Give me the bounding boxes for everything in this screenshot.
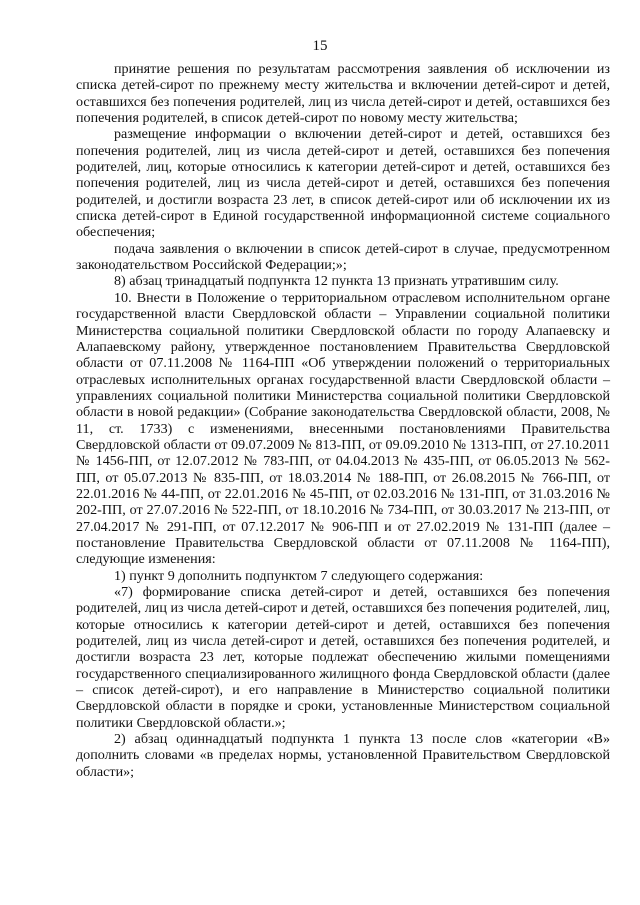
- paragraph-subitem-7: «7) формирование списка детей-сирот и детей, оставшихся без попечения родителей, лиц из числа детей-сирот и детей, оставшихся без попечения родителей, лиц, которые относились к категории детей-сирот и детей, оставшихся без попечения родителей, лиц из числа детей-сирот и детей, оставшихся без попечения родителей, и достигли возраста 23 лет, которые подлежат обеспечению жилыми помещениями государственного специализированного жилищного фонда Свердловской области (далее – список детей-сирот), и его направление в Министерство социальной политики Свердловской области в порядке и сроки, установленные Министерством социальной политики Свердловской области.»;: [76, 584, 610, 731]
- paragraph-section-10: 10. Внести в Положение о территориальном отраслевом исполнительном органе государственной власти Свердловской области – Управлении социальной политики Министерства социальной политики Свердловской области по городу Алапаевску и Алапаевскому району, утвержденное постановлением Правительства Свердловской области от 07.11.2008 № 1164-ПП «Об утверждении положений о территориальных отраслевых исполнительных органах государственной власти Свердловской области – управлениях социальной политики Министерства социальной политики Свердловской области в новой редакции» (Собрание законодательства Свердловской области, 2008, № 11, ст. 1733) с изменениями, внесенными постановлениями Правительства Свердловской области от 09.07.2009 № 813-ПП, от 09.09.2010 № 1313-ПП, от 27.10.2011 № 1456-ПП, от 12.07.2012 № 783-ПП, от 04.04.2013 № 435-ПП, от 06.05.2013 № 562-ПП, от 05.07.2013 № 835-ПП, от 18.03.2014 № 188-ПП, от 26.08.2015 № 766-ПП, от 22.01.2016 № 44-ПП, от 22.01.2016 № 45-ПП, от 02.03.2016 № 131-ПП, от 31.03.2016 № 202-ПП, от 27.07.2016 № 522-ПП, от 18.10.2016 № 734-ПП, от 30.03.2017 № 213-ПП, от 27.04.2017 № 291-ПП, от 07.12.2017 № 906-ПП и от 27.02.2019 № 131-ПП (далее – постановление Правительства Свердловской области от 07.11.2008 № 1164-ПП), следующие изменения:: [76, 289, 610, 568]
- document-body: [76, 61, 610, 780]
- page-number: 15: [312, 38, 328, 54]
- paragraph-application-filing: подача заявления о включении в список детей-сирот в случае, предусмотренном законодательством Российской Федерации;»;: [76, 240, 610, 274]
- paragraph-item-1: 1) пункт 9 дополнить подпунктом 7 следующего содержания:: [114, 567, 484, 584]
- paragraph-decision-exclusion: принятие решения по результатам рассмотрения заявления об исключении из списка детей-сирот по прежнему месту жительства и включении детей-сирот и детей, оставшихся без попечения родителей, лиц из числа детей-сирот и детей, оставшихся без попечения родителей, в список детей-сирот по новому месту жительства;: [76, 61, 610, 127]
- paragraph-posting-information: размещение информации о включении детей-сирот и детей, оставшихся без попечения родителей, лиц из числа детей-сирот и детей, оставшихся без попечения родителей, лиц, которые относились к категории детей-сирот и детей, оставшихся без попечения родителей, лиц из числа детей-сирот и детей, оставшихся без попечения родителей, и достигли возраста 23 лет, в список детей-сирот или об исключении их из списка детей-сирот в Единой государственной информационной системе социального обеспечения;: [76, 126, 610, 241]
- paragraph-item-2: 2) абзац одиннадцатый подпункта 1 пункта 13 после слов «категории «В» дополнить словами «в пределах нормы, установленной Правительством Свердловской области»;: [76, 731, 610, 780]
- paragraph-item-8: 8) абзац тринадцатый подпункта 12 пункта 13 признать утратившим силу.: [114, 273, 559, 290]
